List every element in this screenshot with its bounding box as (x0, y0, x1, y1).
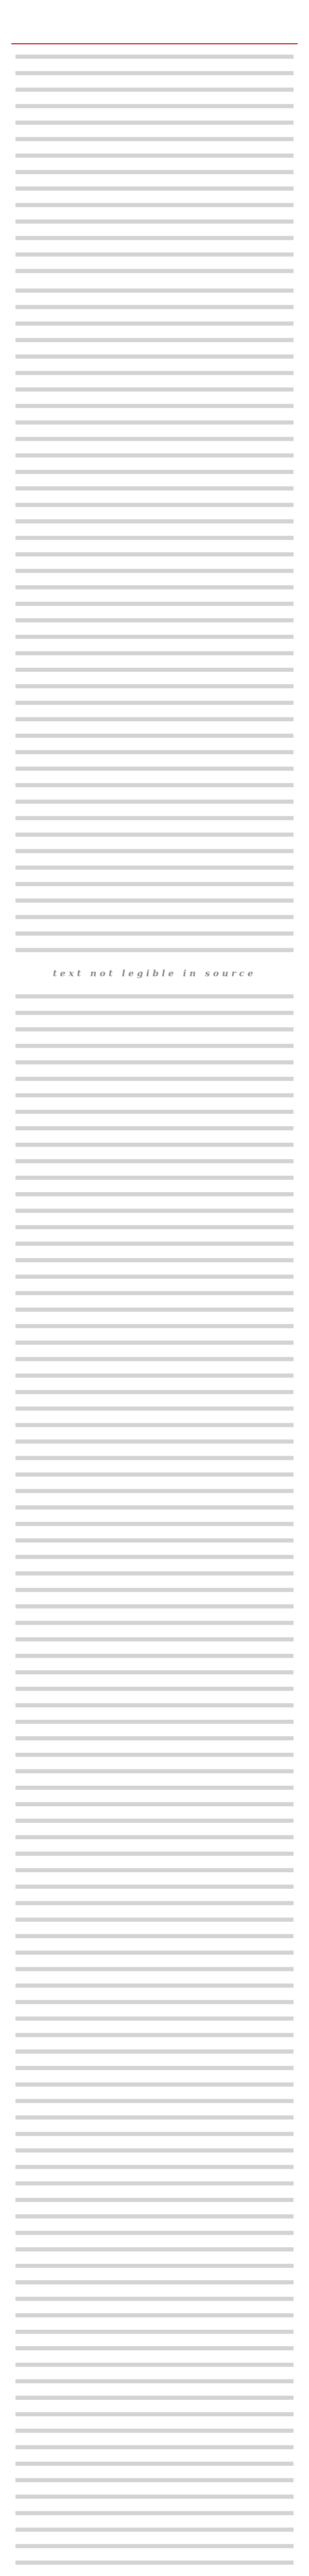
header-red-rule (11, 43, 298, 44)
claims-block (15, 289, 294, 953)
notice-label: text not legible in source (53, 969, 256, 979)
reasoning-block (15, 994, 294, 2576)
reasoning-heading (0, 969, 309, 979)
parties-block (15, 55, 294, 276)
